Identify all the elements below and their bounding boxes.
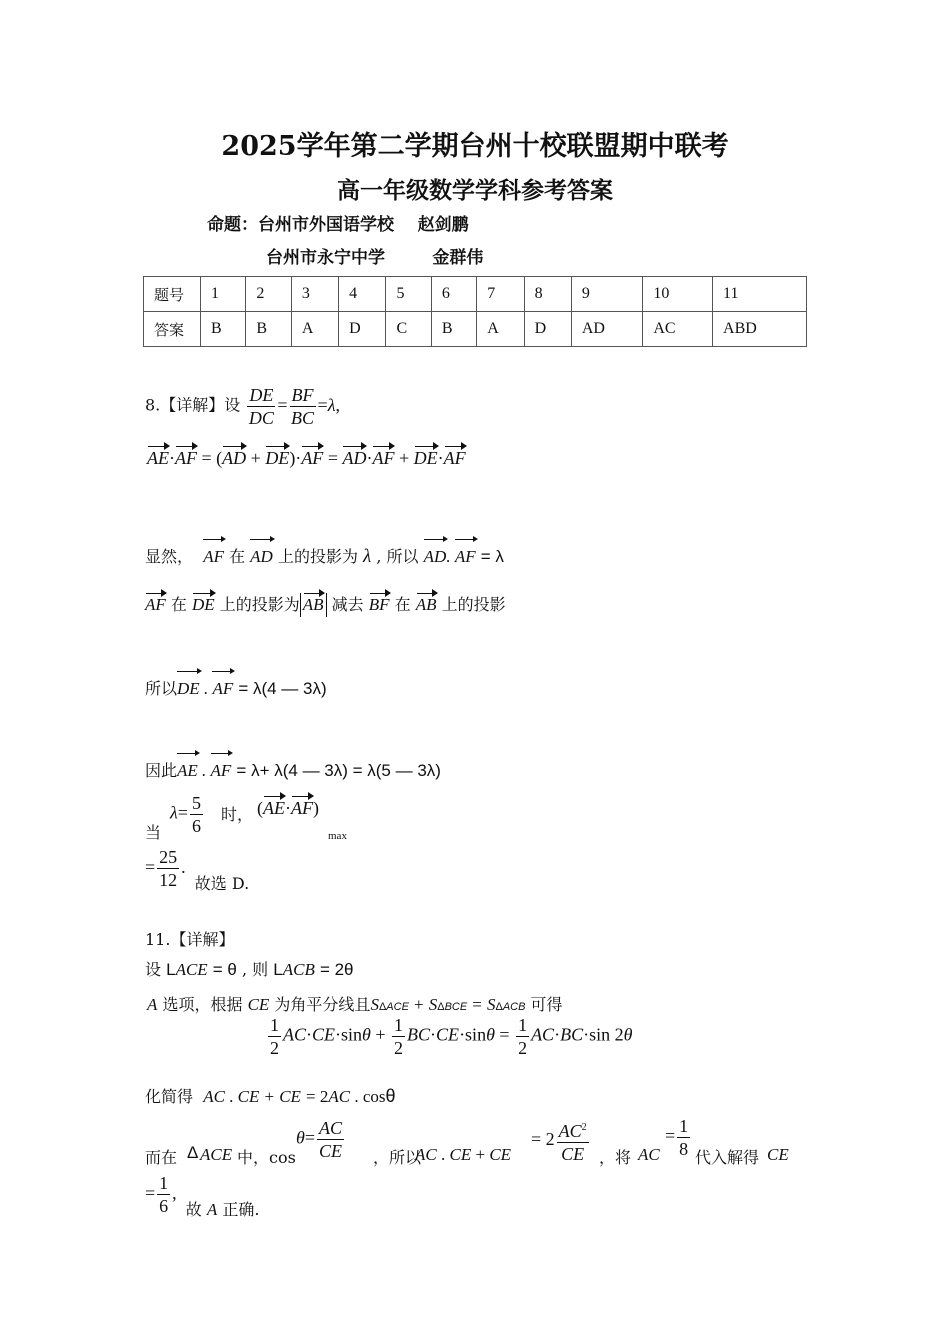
q11-conclusion: = $\frac{1}{6}$ , 故 A 正确. xyxy=(145,1173,260,1219)
q8-dot-expansion: AE·AF = (AD + DE)·AF = AD·AF + DE·AF xyxy=(147,448,466,468)
q11-a-xuanxiang: 选项，根据 xyxy=(162,995,243,1014)
row-label-answer: 答案 xyxy=(144,312,201,347)
answer-cell: B xyxy=(201,312,246,347)
question-number-cell: 2 xyxy=(246,277,291,312)
question-number-cell: 1 xyxy=(201,277,246,312)
q11-ze: , 则 xyxy=(241,960,269,979)
q11-triangle: 而在 Δ ACE 中，cos θ= $\frac{AC}{CE}$ ，所以 AC . CE + CE = 2 $\frac{AC^2}{CE}$ ，将 AC = $\frac{1}{8}$ 代入解得 CE xyxy=(145,1116,789,1167)
q8-result: = $\frac{25}{12}$ . 故选 D. xyxy=(145,847,250,893)
answer-cell: AC xyxy=(643,312,713,347)
q8-max-sub: max xyxy=(328,830,347,842)
q8-touying: 上的投影为 xyxy=(277,547,358,566)
question-number-row xyxy=(144,277,807,312)
q8-dang: 当 xyxy=(145,823,162,842)
author2-name: 金群伟 xyxy=(432,248,484,268)
question-number-cell: 11 xyxy=(713,277,807,312)
q8-suoyi: , 所以 xyxy=(376,547,419,566)
q8-setup: 8.【详解】设 $\frac{DE}{DC}$ = $\frac{BF}{BC}$ =λ, xyxy=(145,385,340,428)
q8-xianran: 显然， xyxy=(145,547,194,566)
author2-school: 台州市永宁中学 xyxy=(266,248,385,268)
q8-ae-af: 因此AE . AF = λ+ λ(4 — 3λ) = λ(5 — 3λ) xyxy=(145,761,441,780)
author-line-2 xyxy=(266,243,483,268)
page-subtitle: 高一年级数学学科参考答案 xyxy=(337,177,613,204)
q11-jiaoping: 为角平分线且 xyxy=(274,995,371,1014)
answer-row xyxy=(144,312,807,347)
question-number-cell: 10 xyxy=(643,277,713,312)
q8-shi: 时， xyxy=(221,805,254,824)
answer-cell: A xyxy=(477,312,524,347)
author1-name: 赵剑鹏 xyxy=(417,215,469,235)
q11-kede: 可得 xyxy=(530,995,563,1014)
answer-cell: A xyxy=(291,312,338,347)
q8-projection-1: 显然， AF 在 AD 上的投影为 λ , 所以 AD. AF = λ xyxy=(145,546,504,567)
q8-projection-2: AF 在 DE 上的投影为 AB 减去 BF 在 AB 上的投影 xyxy=(145,592,506,617)
q8-touying3: 上的投影 xyxy=(441,595,506,614)
q11-area-equation: $\frac{1}{2}$ AC·CE·sinθ + $\frac{1}{2}$ BC·CE·sinθ = $\frac{1}{2}$ AC·BC·sin 2θ xyxy=(270,1015,633,1058)
question-number-cell: 4 xyxy=(339,277,386,312)
q11-zhong: 中，cos xyxy=(237,1148,296,1167)
answer-cell: C xyxy=(386,312,431,347)
q11-setup: 设 LACE = θ , 则 LACB = 2θ xyxy=(145,960,354,979)
q8-de-af: 所以DE . AF = λ(4 — 3λ) xyxy=(145,679,327,698)
author-line-1 xyxy=(207,210,469,235)
q11-zhengque: 正确. xyxy=(222,1199,260,1219)
q11-huajian: 化简得 xyxy=(145,1087,194,1106)
q11-option-a: A 选项，根据 CE 为角平分线且SΔACE + SΔBCE = SΔACB 可得 xyxy=(147,995,563,1014)
q11-erzai: 而在 xyxy=(145,1148,178,1167)
row-label-question: 题号 xyxy=(144,277,201,312)
q8-head: 8.【详解】设 xyxy=(145,395,241,415)
q11-jiang: ，将 xyxy=(599,1148,632,1167)
question-number-cell: 8 xyxy=(524,277,571,312)
question-number-cell: 9 xyxy=(571,277,643,312)
q8-touying2: 上的投影为 xyxy=(219,595,300,614)
answer-cell: AD xyxy=(571,312,643,347)
answer-table xyxy=(143,276,807,347)
author1-school: 台州市外国语学校 xyxy=(258,215,394,235)
q8-guxuan: 故选 D. xyxy=(194,873,250,893)
answer-cell: D xyxy=(339,312,386,347)
answer-cell: B xyxy=(246,312,291,347)
question-number-cell: 7 xyxy=(477,277,524,312)
author-label: 命题： xyxy=(207,215,258,235)
q8-jianqu: 减去 xyxy=(331,595,364,614)
q11-head: 11.【详解】 xyxy=(145,930,235,949)
answer-cell: ABD xyxy=(713,312,807,347)
answer-cell: B xyxy=(431,312,476,347)
q11-dairu: 代入解得 xyxy=(695,1148,760,1167)
q8-yinci: 因此 xyxy=(145,761,178,780)
question-number-cell: 5 xyxy=(386,277,431,312)
q8-zai2: 在 xyxy=(170,595,187,614)
answer-cell: D xyxy=(524,312,571,347)
q8-zai3: 在 xyxy=(394,595,411,614)
question-number-cell: 3 xyxy=(291,277,338,312)
page-title: 2025学年第二学期台州十校联盟期中联考 xyxy=(221,131,729,162)
question-number-cell: 6 xyxy=(431,277,476,312)
q8-zai: 在 xyxy=(229,547,246,566)
q8-suoyi2: 所以 xyxy=(145,679,178,698)
q11-suoyi: ，所以 xyxy=(373,1148,422,1167)
q11-gu: 故 xyxy=(185,1199,202,1219)
q11-she: 设 xyxy=(145,960,162,979)
q11-simplify: 化简得 AC . CE + CE = 2AC . cosθ xyxy=(145,1086,396,1106)
